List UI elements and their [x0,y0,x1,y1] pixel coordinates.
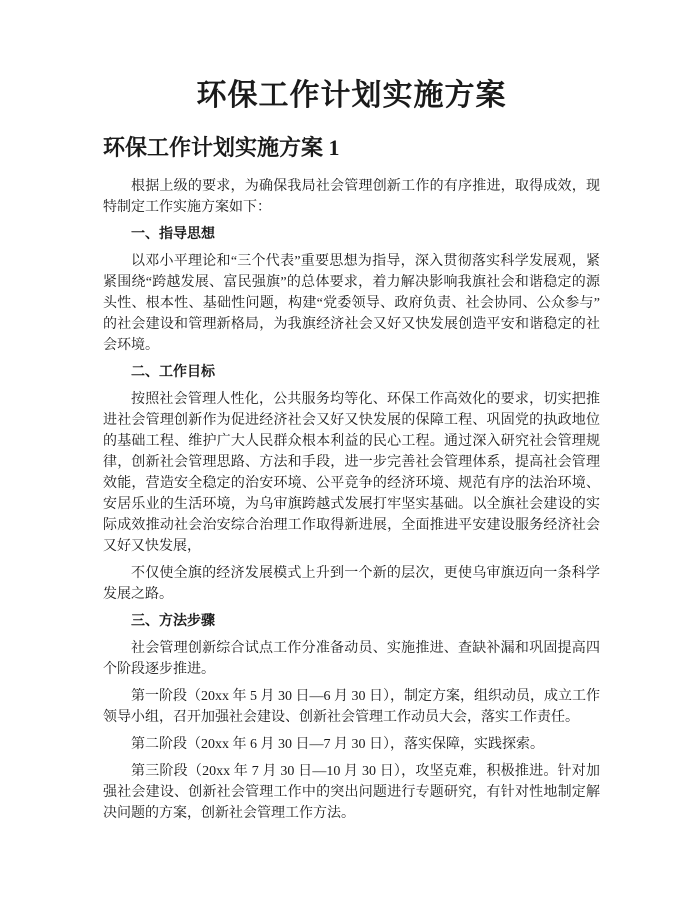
intro-paragraph: 根据上级的要求，为确保我局社会管理创新工作的有序推进，取得成效，现特制定工作实施方案如下： [103,179,600,215]
section-heading-3: 三、方法步骤 [131,614,215,629]
section-heading-2: 二、工作目标 [131,365,215,380]
section-heading-1: 一、指导思想 [131,227,215,242]
section-1-paragraph-1: 以邓小平理论和“三个代表”重要思想为指导，深入贯彻落实科学发展观，紧紧围绕“跨越发展、富民强旗”的总体要求，着力解决影响我旗社会和谐稳定的源头性、根本性、基础性问题，构建“党委领导、政府负责、社会协同、公众参与”的社会建设和管理新格局，为我旗经济社会又好又快发展创造平安和谐稳定的社会环境。 [103,254,600,353]
section-3-paragraph-4: 第三阶段（20xx 年 7 月 30 日—10 月 30 日），攻坚克难，积极推进。针对加强社会建设、创新社会管理工作中的突出问题进行专题研究，有针对性地制定解决问题的方案，创新社会管理工作方法。 [103,764,600,821]
section-3-paragraph-2: 第一阶段（20xx 年 5 月 30 日—6 月 30 日），制定方案，组织动员，成立工作领导小组，召开加强社会建设、创新社会管理工作动员大会，落实工作责任。 [103,689,600,725]
document-title: 环保工作计划实施方案 [196,79,507,112]
document-subtitle: 环保工作计划实施方案 1 [103,135,340,160]
section-3-paragraph-3: 第二阶段（20xx 年 6 月 30 日—7 月 30 日），落实保障，实践探索。 [131,737,544,752]
section-2-paragraph-2: 不仅使全旗的经济发展模式上升到一个新的层次，更使乌审旗迈向一条科学发展之路。 [103,566,600,602]
section-3-paragraph-1: 社会管理创新综合试点工作分准备动员、实施推进、查缺补漏和巩固提高四个阶段逐步推进。 [103,641,600,677]
section-2-paragraph-1: 按照社会管理人性化，公共服务均等化、环保工作高效化的要求，切实把推进社会管理创新作为促进经济社会又好又快发展的保障工程、巩固党的执政地位的基础工程、维护广大人民群众根本利益的民心工程。通过深入研究社会管理规律，创新社会管理思路、方法和手段，进一步完善社会管理体系，提高社会管理效能，营造安全稳定的治安环境、公平竞争的经济环境、规范有序的法治环境、安居乐业的生活环境，为乌审旗跨越式发展打牢坚实基础。以全旗社会建设的实际成效推动社会治安综合治理工作取得新进展，全面推进平安建设服务经济社会又好又快发展， [103,392,600,554]
